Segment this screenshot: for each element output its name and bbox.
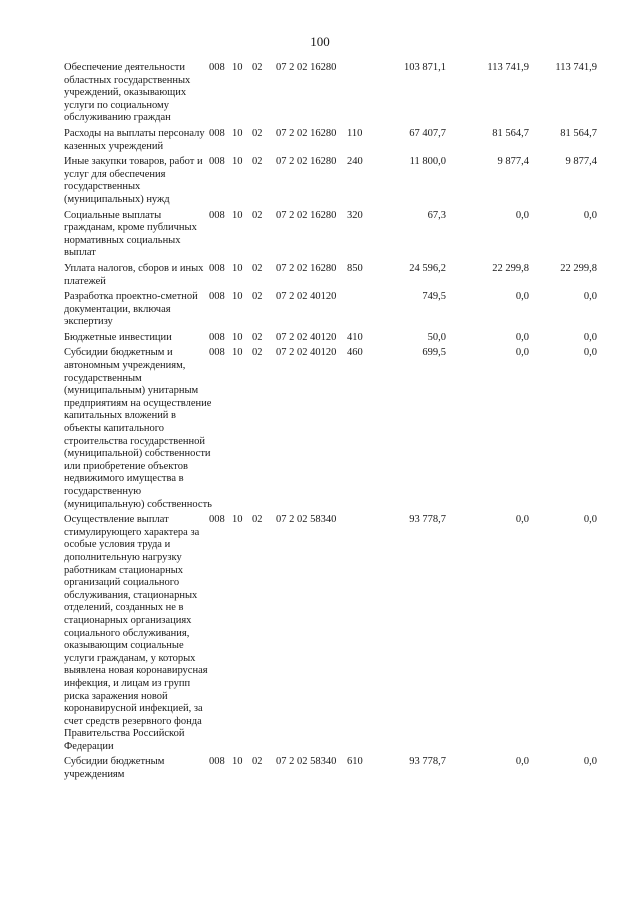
row-description: Осуществление выплат стимулирующего характера за особые условия труда и дополнительную нагрузку работникам стационарных организаций социального обслуживания, стационарных отделений, созданных не в стационарных организациях социального обслуживания, оказывающим социальные услуги гражданам, у которых выявлена новая коронавирусная инфекция, и лицам из групп риска заражения новой коронавирусной инфекцией, за счет средств резервного фонда Правительства Российской Федерации — [64, 514, 208, 752]
subsection-code: 02 — [252, 331, 263, 343]
amount-year-3: 0,0 — [583, 347, 597, 359]
table-row — [0, 291, 640, 329]
admin-code: 008 — [209, 262, 225, 274]
row-description: Субсидии бюджетным и автономным учреждениям, государственным (муниципальным) унитарным предприятиям на осуществление капитальных вложений в объекты капитального строительства государственной (муниципальной) собственности или приобретение объектов недвижимого имущества в государственную (муниципальную) собственность — [64, 347, 212, 510]
row-description: Бюджетные инвестиции — [64, 331, 172, 343]
subsection-code: 02 — [252, 156, 263, 168]
admin-code: 008 — [209, 62, 225, 73]
section-code: 10 — [232, 127, 243, 139]
subsection-code: 02 — [252, 514, 263, 526]
amount-year-1: 67,3 — [427, 209, 446, 221]
expense-type-code: 110 — [347, 127, 363, 139]
table-row — [0, 756, 640, 781]
amount-year-3: 0,0 — [583, 756, 597, 768]
table-row — [0, 332, 640, 345]
amount-year-3: 9 877,4 — [565, 156, 597, 168]
section-code: 10 — [232, 62, 243, 73]
table-row — [0, 210, 640, 260]
subsection-code: 02 — [252, 262, 263, 274]
amount-year-1: 67 407,7 — [409, 127, 446, 139]
row-description: Обеспечение деятельности областных государственных учреждений, оказывающих услуги по социальному обслуживанию граждан — [64, 62, 191, 124]
target-article-code: 07 2 02 40120 — [276, 347, 337, 359]
amount-year-2: 0,0 — [515, 514, 529, 526]
section-code: 10 — [232, 756, 243, 768]
amount-year-2: 9 877,4 — [497, 156, 529, 168]
row-description: Разработка проектно-сметной документации, включая экспертизу — [64, 291, 198, 328]
amount-year-3: 0,0 — [583, 209, 597, 221]
admin-code: 008 — [209, 514, 225, 526]
amount-year-3: 113 741,9 — [555, 62, 597, 73]
admin-code: 008 — [209, 156, 225, 168]
amount-year-1: 699,5 — [422, 347, 446, 359]
amount-year-3: 22 299,8 — [560, 262, 597, 274]
section-code: 10 — [232, 331, 243, 343]
expense-type-code: 240 — [347, 156, 363, 168]
amount-year-2: 22 299,8 — [492, 262, 529, 274]
amount-year-3: 0,0 — [583, 291, 597, 303]
expense-type-code: 850 — [347, 262, 363, 274]
row-description: Социальные выплаты гражданам, кроме публичных нормативных социальных выплат — [64, 209, 197, 259]
admin-code: 008 — [209, 291, 225, 303]
table-row — [0, 347, 640, 511]
table-row — [0, 263, 640, 288]
page-number: 100 — [310, 34, 330, 49]
table-row — [0, 156, 640, 206]
target-article-code: 07 2 02 16280 — [276, 127, 337, 139]
amount-year-1: 93 778,7 — [409, 756, 446, 768]
amount-year-3: 0,0 — [583, 514, 597, 526]
target-article-code: 07 2 02 16280 — [276, 209, 337, 221]
row-description: Уплата налогов, сборов и иных платежей — [64, 262, 204, 287]
section-code: 10 — [232, 291, 243, 303]
row-description: Иные закупки товаров, работ и услуг для обеспечения государственных (муниципальных) нужд — [64, 156, 203, 205]
subsection-code: 02 — [252, 756, 263, 768]
subsection-code: 02 — [252, 62, 263, 73]
amount-year-3: 81 564,7 — [560, 127, 597, 139]
amount-year-2: 0,0 — [515, 756, 529, 768]
amount-year-2: 113 741,9 — [487, 62, 529, 73]
section-code: 10 — [232, 209, 243, 221]
expense-type-code: 410 — [347, 331, 363, 343]
target-article-code: 07 2 02 16280 — [276, 262, 337, 274]
table-row — [0, 62, 640, 125]
subsection-code: 02 — [252, 291, 263, 303]
subsection-code: 02 — [252, 347, 263, 359]
target-article-code: 07 2 02 40120 — [276, 331, 337, 343]
amount-year-2: 0,0 — [515, 291, 529, 303]
amount-year-1: 103 871,1 — [404, 62, 446, 73]
row-description: Субсидии бюджетным учреждениям — [64, 756, 165, 781]
target-article-code: 07 2 02 58340 — [276, 514, 337, 526]
target-article-code: 07 2 02 16280 — [276, 156, 337, 168]
amount-year-1: 50,0 — [427, 331, 446, 343]
target-article-code: 07 2 02 40120 — [276, 291, 337, 303]
admin-code: 008 — [209, 331, 225, 343]
amount-year-2: 81 564,7 — [492, 127, 529, 139]
target-article-code: 07 2 02 58340 — [276, 756, 337, 768]
target-article-code: 07 2 02 16280 — [276, 62, 337, 73]
expense-type-code: 320 — [347, 209, 363, 221]
amount-year-1: 11 800,0 — [409, 156, 446, 168]
budget-table — [0, 62, 640, 785]
admin-code: 008 — [209, 756, 225, 768]
amount-year-3: 0,0 — [583, 331, 597, 343]
section-code: 10 — [232, 514, 243, 526]
admin-code: 008 — [209, 347, 225, 359]
amount-year-2: 0,0 — [515, 209, 529, 221]
admin-code: 008 — [209, 209, 225, 221]
row-description: Расходы на выплаты персоналу казенных учреждений — [64, 127, 205, 152]
amount-year-1: 749,5 — [422, 291, 446, 303]
table-row — [0, 128, 640, 153]
section-code: 10 — [232, 347, 243, 359]
subsection-code: 02 — [252, 209, 263, 221]
amount-year-2: 0,0 — [515, 331, 529, 343]
expense-type-code: 610 — [347, 756, 363, 768]
subsection-code: 02 — [252, 127, 263, 139]
expense-type-code: 460 — [347, 347, 363, 359]
admin-code: 008 — [209, 127, 225, 139]
section-code: 10 — [232, 156, 243, 168]
section-code: 10 — [232, 262, 243, 274]
table-row — [0, 514, 640, 753]
amount-year-2: 0,0 — [515, 347, 529, 359]
amount-year-1: 24 596,2 — [409, 262, 446, 274]
amount-year-1: 93 778,7 — [409, 514, 446, 526]
